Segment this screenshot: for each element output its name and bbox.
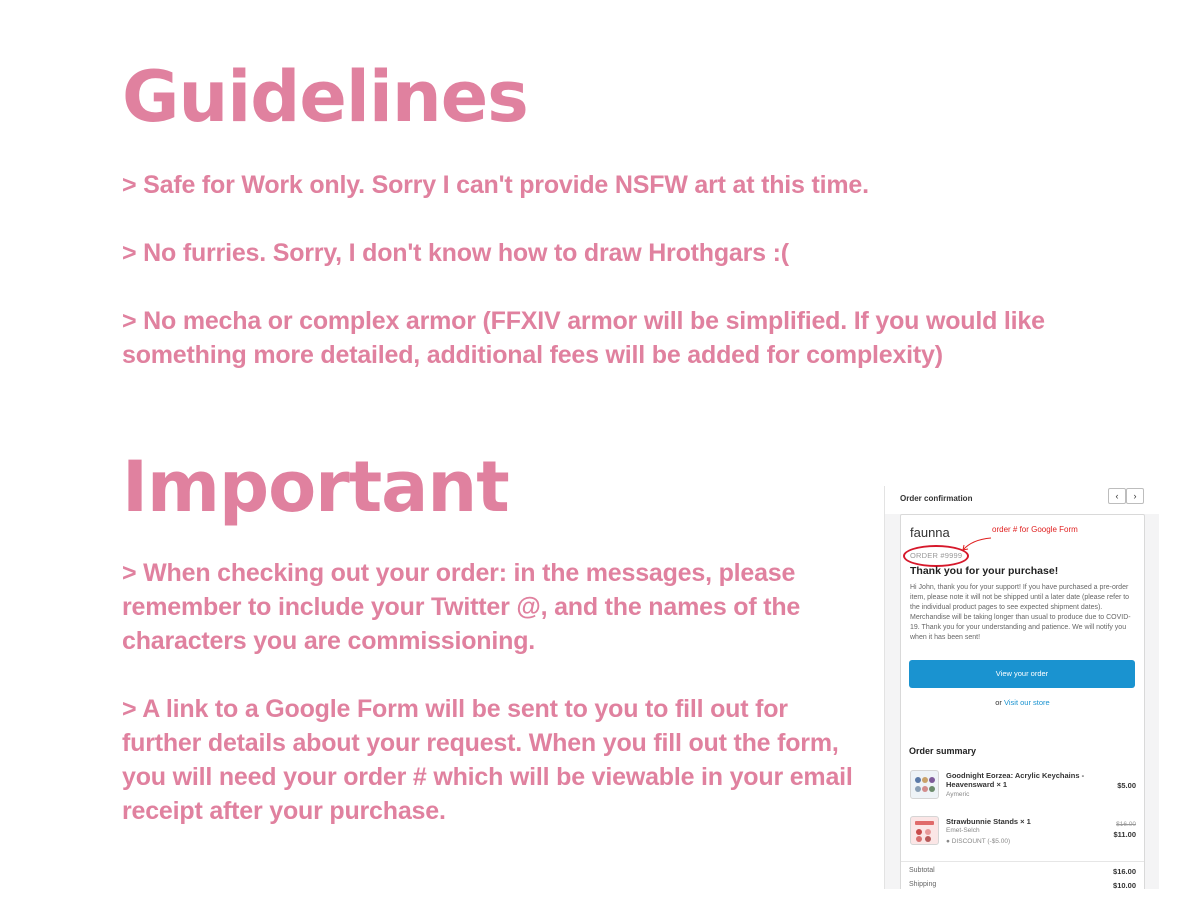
order-item-name: Goodnight Eorzea: Acrylic Keychains - Heavensward × 1 xyxy=(946,771,1085,789)
order-item-variant: Aymeric xyxy=(946,791,970,798)
product-thumbnail-keychains xyxy=(910,770,939,799)
subtotal-label: Subtotal xyxy=(909,867,935,874)
shipping-label: Shipping xyxy=(909,881,937,888)
store-name: faunna xyxy=(910,525,950,540)
prev-email-button[interactable]: ‹ xyxy=(1108,488,1126,504)
important-google-form-note: > A link to a Google Form will be sent to you to fill out for further details about your request. When you fill out the form, you will need your order # which will be viewable in your email receipt after your purchase. xyxy=(122,695,853,825)
important-heading: Important xyxy=(122,446,509,528)
order-item-variant: Emet-Selch xyxy=(946,827,980,834)
guideline-no-mecha: > No mecha or complex armor (FFXIV armor will be simplified. If you would like something more detailed, additional fees will be added for complexity) xyxy=(122,307,1045,369)
order-item-original-price: $16.00 xyxy=(1116,821,1136,828)
guideline-no-furries: > No furries. Sorry, I don't know how to draw Hrothgars :( xyxy=(122,239,789,267)
discount-tag-icon: ● xyxy=(946,838,952,845)
visit-store-row xyxy=(901,698,1144,707)
next-email-button[interactable]: › xyxy=(1126,488,1144,504)
order-item-discount: ● DISCOUNT (-$5.00) xyxy=(946,838,1011,845)
product-thumbnail-stands xyxy=(910,816,939,845)
summary-divider xyxy=(901,861,1144,862)
order-number-highlight-circle xyxy=(903,545,969,567)
order-item-price: $11.00 xyxy=(1113,830,1136,839)
shipping-value: $10.00 xyxy=(1113,881,1136,889)
email-body-text: Hi John, thank you for your support! If you have purchased a pre-order item, please note it will not be shipped until a later date (please refer to the individual product pages to see expected shipment dates). Merchandise will be taking longer than usual to produce due to COVID-19. Thank you for your understanding and patience. We will notify you when it has been sent! xyxy=(910,584,1131,641)
order-item-price: $5.00 xyxy=(1117,781,1136,790)
visit-store-link[interactable]: Visit our store xyxy=(1004,698,1050,707)
subtotal-value: $16.00 xyxy=(1113,867,1136,876)
view-order-button[interactable]: View your order xyxy=(909,660,1135,688)
order-number-annotation: order # for Google Form xyxy=(992,525,1078,534)
email-header-title: Order confirmation xyxy=(900,494,973,503)
guidelines-heading: Guidelines xyxy=(122,56,528,138)
email-card xyxy=(900,514,1145,889)
important-checkout-note: > When checking out your order: in the messages, please remember to include your Twitter @, and the names of the characters you are commissioning. xyxy=(122,559,801,655)
order-confirmation-screenshot xyxy=(884,486,1159,889)
order-number: ORDER #9999 xyxy=(910,551,963,560)
order-summary-title: Order summary xyxy=(909,746,977,756)
guideline-sfw: > Safe for Work only. Sorry I can't provide NSFW art at this time. xyxy=(122,171,869,199)
thank-you-title: Thank you for your purchase! xyxy=(910,565,1059,577)
or-text: or xyxy=(995,698,1002,707)
email-header xyxy=(885,486,1159,514)
order-item-name: Strawbunnie Stands × 1 xyxy=(946,817,1031,826)
